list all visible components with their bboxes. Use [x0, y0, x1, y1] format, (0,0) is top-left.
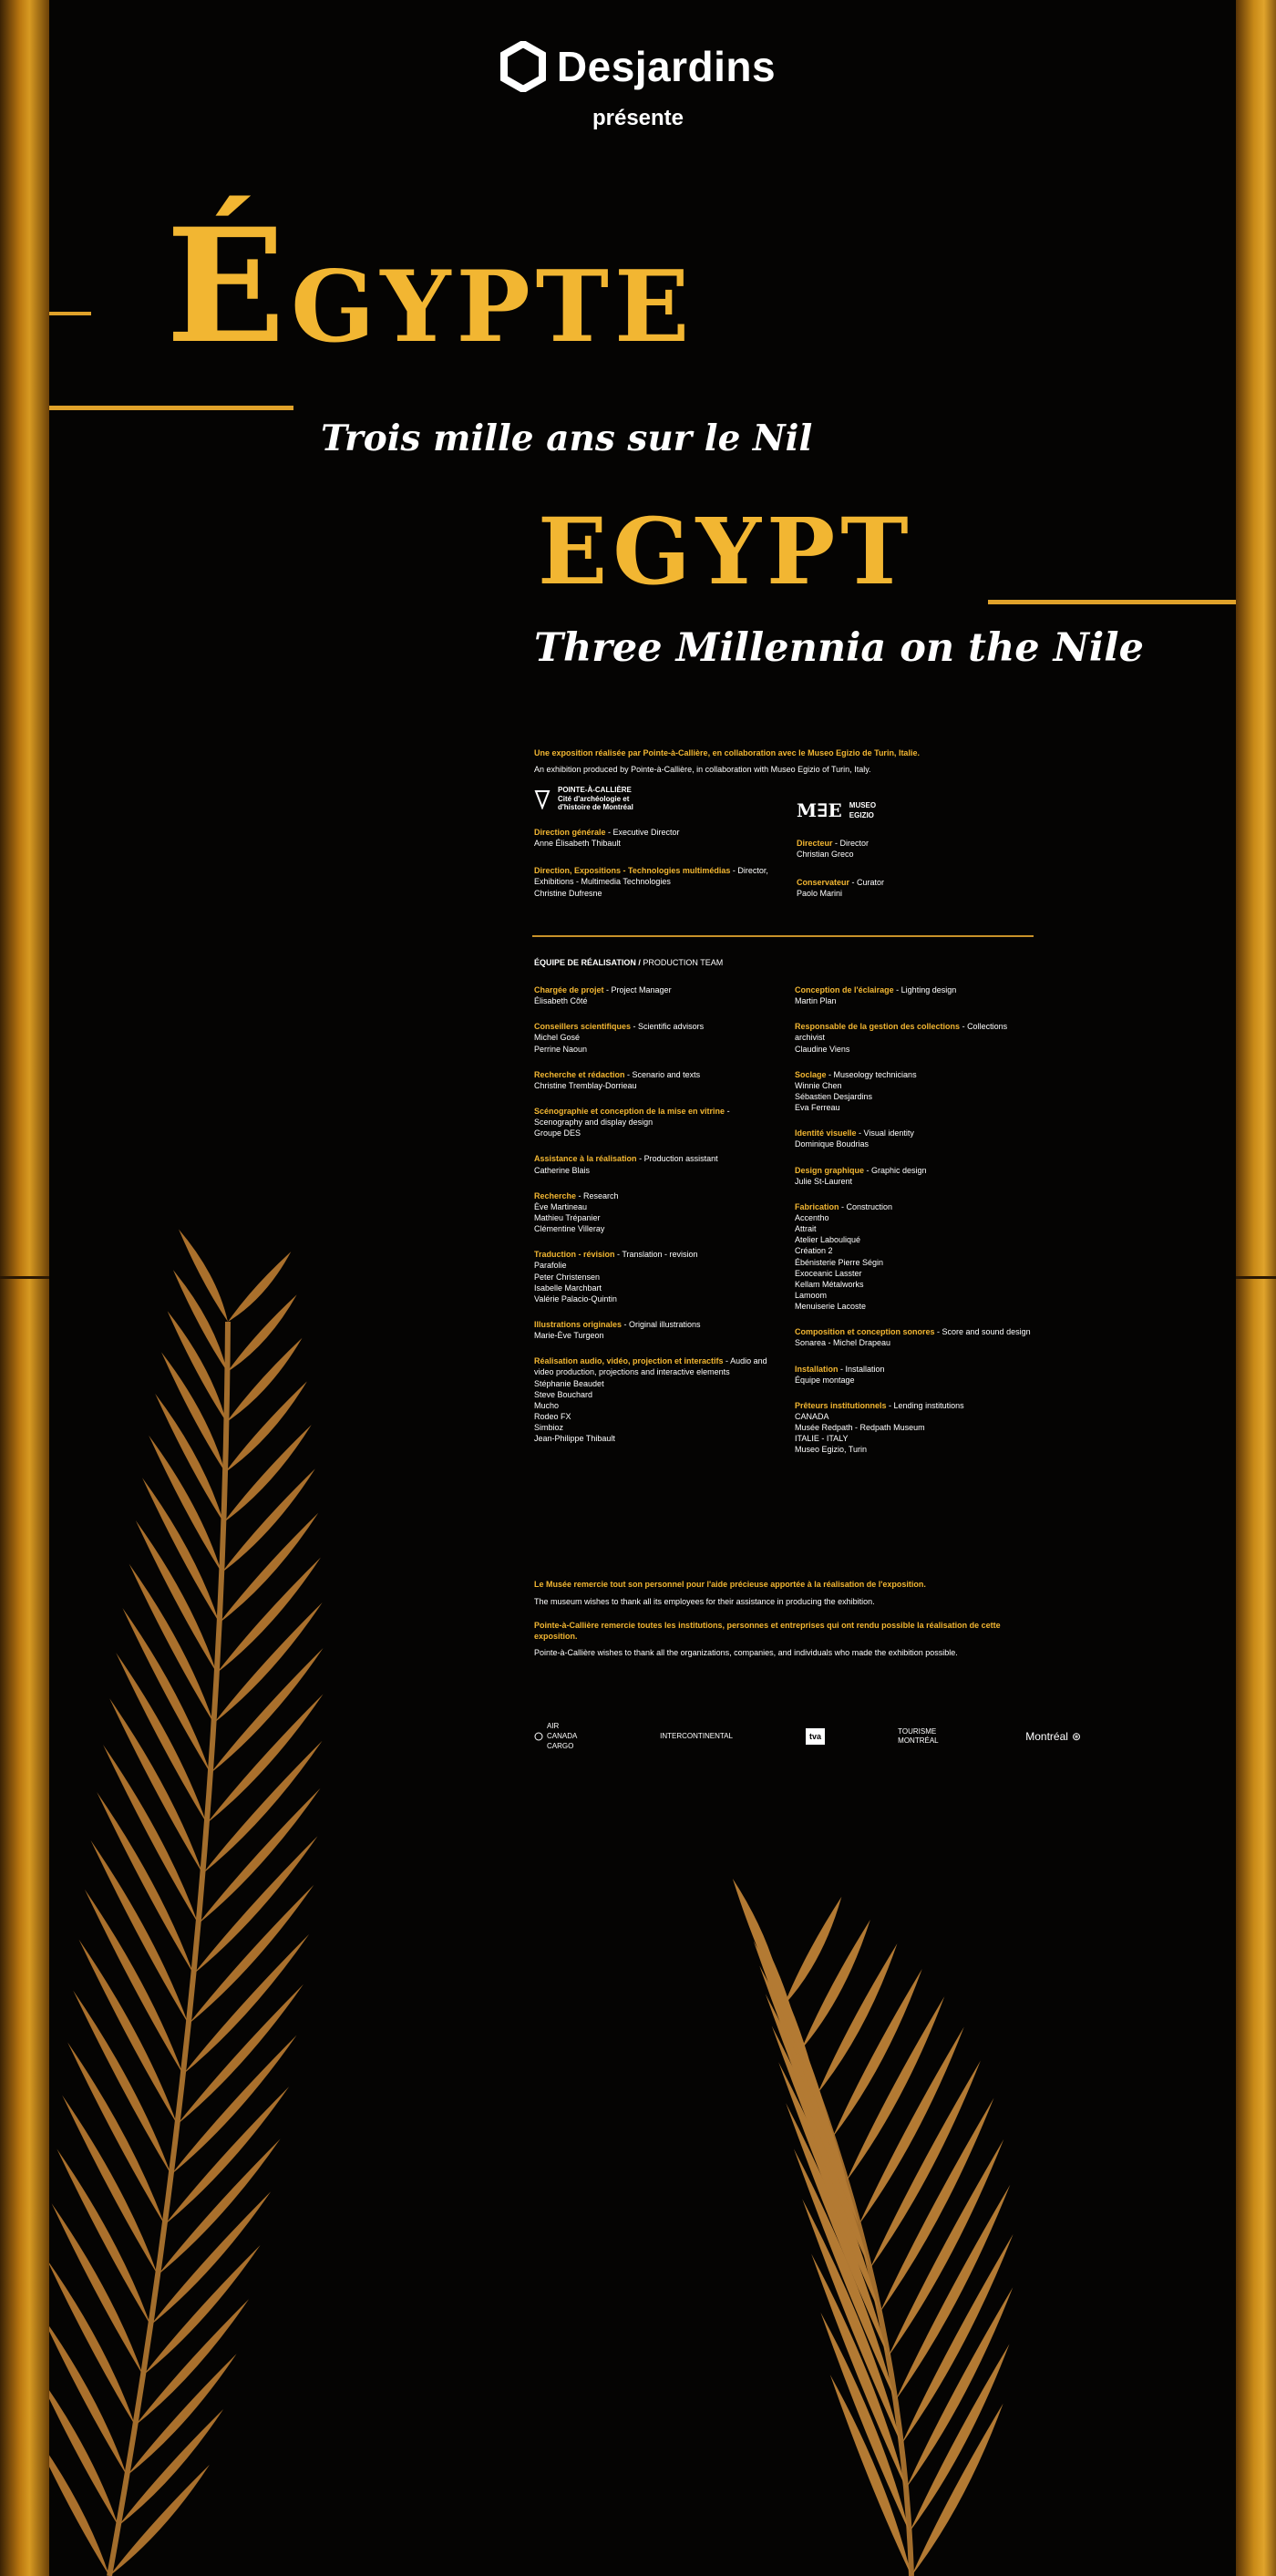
team-role-fr: Conseillers scientifiques — [534, 1022, 632, 1032]
team-member-name: Kellam Métalworks — [795, 1279, 864, 1289]
team-member-name: Jean-Philippe Thibault — [534, 1434, 615, 1444]
team-role-fr: Traduction - révision — [534, 1250, 615, 1260]
palm-leaflet — [778, 2062, 880, 2313]
palm-leaflet — [911, 2404, 1003, 2576]
palm-leaflet — [772, 2025, 870, 2269]
credits-divider — [532, 935, 1034, 937]
team-heading-en: PRODUCTION TEAM — [643, 957, 724, 967]
organizations-row — [534, 786, 1034, 915]
pac-logo-line3: d'histoire de Montréal — [558, 803, 633, 812]
team-role-fr: Installation — [795, 1364, 839, 1374]
palm-leaflet — [226, 1338, 302, 1422]
team-entry: Illustrations originales - Original illustrations Marie-Ève Turgeon — [534, 1319, 773, 1341]
team-role-en: Graphic design — [871, 1165, 927, 1175]
team-entry: Fabrication - Construction Accentho Attrait Atelier Labouliqué Création 2 Ébénisterie Pierre Ségin Exoceanic Lasster Kellam Métalworks Lamoom Menuiserie Lacoste — [795, 1201, 1034, 1312]
pointe-a-calliere-logo — [534, 786, 771, 812]
presents-label: présente — [592, 106, 684, 130]
team-role-en: Project Manager — [611, 984, 672, 994]
team-heading-fr: ÉQUIPE DE RÉALISATION — [534, 957, 636, 967]
intro-french: Une exposition réalisée par Pointe-à-Callière, en collaboration avec le Museo Egizio de Turin, Italie. — [534, 748, 920, 757]
team-member-name: Attrait — [795, 1224, 817, 1234]
maple-leaf-icon — [534, 1732, 543, 1741]
pac-logo-line2: Cité d'archéologie et — [558, 794, 630, 803]
credit-role-en: Director, Exhibitions - Multimedia Technologies — [534, 866, 768, 887]
team-member-name: Groupe DES — [534, 1128, 581, 1139]
team-entry: Recherche et rédaction - Scenario and texts Christine Tremblay-Dorrieau — [534, 1069, 773, 1091]
team-member-name: Dominique Boudrias — [795, 1139, 870, 1149]
palm-leaflet — [179, 1229, 228, 1322]
team-role-fr: Identité visuelle — [795, 1128, 857, 1139]
credit-name: Christian Greco — [797, 850, 854, 860]
team-role-fr: Scénographie et conception de la mise en vitrine — [534, 1106, 725, 1116]
team-role-fr: Chargée de projet — [534, 984, 604, 994]
partner-tva-name: tva — [806, 1728, 825, 1745]
palm-leaflet — [173, 1270, 227, 1372]
team-role-en: Lending institutions — [893, 1400, 964, 1410]
team-role-en: Score and sound design — [942, 1327, 1031, 1337]
team-member-name: Julie St-Laurent — [795, 1176, 853, 1186]
thanks-museum — [534, 1579, 1034, 1606]
team-role-en: Original illustrations — [629, 1319, 701, 1329]
team-role-en: Construction — [846, 1201, 893, 1211]
team-member-name: Steve Bouchard — [534, 1389, 593, 1399]
team-member-name: Ébénisterie Pierre Ségin — [795, 1257, 884, 1267]
credit-role-fr: Direction, Expositions - Technologies multimédias — [534, 866, 731, 876]
team-member-name: Peter Christensen — [534, 1272, 601, 1282]
thanks-partners — [534, 1620, 1034, 1658]
team-columns — [534, 984, 1034, 1470]
right-palm-frond — [733, 1879, 1014, 2576]
credit-role-en: Director — [839, 839, 870, 849]
team-member-name: Mucho — [534, 1400, 560, 1410]
partner-air-canada — [534, 1722, 587, 1751]
team-role-en: Collections archivist — [795, 1022, 1008, 1043]
team-role-en: Installation — [845, 1364, 885, 1374]
team-member-name: Christine Tremblay-Dorrieau — [534, 1080, 637, 1090]
partner-tourisme-name: TOURISME MONTRÉAL — [898, 1726, 939, 1746]
museo-egizio-mark: M∃E — [797, 799, 842, 822]
sponsor-name: Desjardins — [556, 43, 777, 90]
team-member-name: Michel Gosé — [534, 1033, 581, 1043]
title-french — [166, 193, 695, 378]
hexagon-icon — [500, 41, 546, 92]
team-member-name: Ève Martineau — [534, 1201, 588, 1211]
team-role-en: Audio and video production, projections and interactive elements — [534, 1356, 767, 1377]
palm-leaflet — [895, 2185, 1010, 2401]
team-member-name: Sébastien Desjardins — [795, 1091, 873, 1101]
partner-montreal-name: Montréal — [1025, 1730, 1068, 1744]
team-member-name: Museo Egizio, Turin — [795, 1445, 868, 1455]
team-member-name: Sonarea - Michel Drapeau — [795, 1338, 891, 1348]
team-member-name: Équipe montage — [795, 1375, 855, 1385]
team-member-name: Exoceanic Lasster — [795, 1268, 862, 1278]
team-member-name: Création 2 — [795, 1246, 833, 1256]
team-member-name: ITALIE - ITALY — [795, 1434, 849, 1444]
frame-seam — [1236, 1276, 1276, 1279]
team-entry: Recherche - Research Ève Martineau Mathieu Trépanier Clémentine Villeray — [534, 1190, 773, 1235]
partner-intercontinental-name: INTERCONTINENTAL — [660, 1731, 733, 1740]
team-entry: Composition et conception sonores - Score and sound design Sonarea - Michel Drapeau — [795, 1326, 1034, 1348]
team-role-fr: Prêteurs institutionnels — [795, 1400, 887, 1410]
gold-rule-en — [988, 600, 1236, 604]
palm-leaflet — [906, 2287, 1013, 2488]
team-heading: ÉQUIPE DE RÉALISATION / PRODUCTION TEAM — [534, 957, 724, 967]
partner-air-canada-name: AIR CANADA CARGO — [547, 1722, 577, 1750]
title-french-rest: GYPTE — [291, 250, 695, 365]
sponsor-block — [0, 41, 1276, 131]
title-english: EGYPT — [538, 498, 914, 605]
team-member-name: Martin Plan — [795, 996, 837, 1006]
palm-leaflet — [910, 2344, 1010, 2531]
team-role-en: Scenography and display design — [534, 1118, 653, 1128]
team-member-name: Perrine Naoun — [534, 1044, 588, 1054]
team-role-en: Research — [583, 1190, 619, 1200]
team-entry: Responsable de la gestion des collections - Collections archivist Claudine Viens — [795, 1021, 1034, 1054]
team-member-name: Parafolie — [534, 1261, 567, 1271]
team-member-name: Accentho — [795, 1212, 829, 1222]
team-member-name: Clémentine Villeray — [534, 1224, 605, 1234]
team-member-name: Isabelle Marchbart — [534, 1283, 602, 1293]
palm-leaflet — [225, 1381, 307, 1472]
team-entry: Soclage - Museology technicians Winnie Chen Sébastien Desjardins Eva Ferreau — [795, 1069, 1034, 1114]
thanks-partners-fr: Pointe-à-Callière remercie toutes les institutions, personnes et entreprises qui ont rendu possible la réalisation de cette exposition. — [534, 1620, 1001, 1641]
museo-egizio-logo — [797, 799, 1034, 823]
team-entry: Conception de l'éclairage - Lighting design Martin Plan — [795, 984, 1034, 1006]
team-role-fr: Recherche et rédaction — [534, 1069, 625, 1079]
team-role-fr: Réalisation audio, vidéo, projection et interactifs — [534, 1356, 724, 1366]
title-french-initial: É — [166, 193, 292, 378]
team-member-name: Winnie Chen — [795, 1080, 842, 1090]
team-entry: Prêteurs institutionnels - Lending institutions CANADA Musée Redpath - Redpath Museum ITALIE - ITALY Museo Egizio, Turin — [795, 1400, 1034, 1456]
frame-seam — [0, 1276, 49, 1279]
team-entry: Conseillers scientifiques - Scientific advisors Michel Gosé Perrine Naoun — [534, 1021, 773, 1054]
team-member-name: Simbioz — [534, 1423, 564, 1433]
team-entry: Design graphique - Graphic design Julie St-Laurent — [795, 1165, 1034, 1187]
team-member-name: Marie-Ève Turgeon — [534, 1331, 604, 1341]
team-role-fr: Conception de l'éclairage — [795, 984, 894, 994]
organization-pac — [534, 786, 771, 915]
team-member-name: Rodeo FX — [534, 1411, 571, 1421]
credit-role-fr: Directeur — [797, 839, 833, 849]
team-role-en: Lighting design — [900, 984, 957, 994]
gold-rule-fr-top — [49, 312, 91, 315]
credit-entry: Directeur - Director Christian Greco — [797, 838, 1034, 860]
team-member-name: Mathieu Trépanier — [534, 1212, 601, 1222]
team-role-fr: Fabrication — [795, 1201, 839, 1211]
thanks-partners-en: Pointe-à-Callière wishes to thank all the organizations, companies, and individuals who made the exhibition possible. — [534, 1648, 958, 1658]
montreal-logo-icon: ⊛ — [1071, 1730, 1081, 1744]
credit-entry: Direction, Expositions - Technologies multimédias - Director, Exhibitions - Multimedia Technologies Christine Dufresne — [534, 865, 771, 898]
subtitle-english: Three Millennia on the Nile — [534, 625, 1144, 671]
team-member-name: Claudine Viens — [795, 1044, 850, 1054]
team-entry: Chargée de projet - Project Manager Élisabeth Côté — [534, 984, 773, 1006]
team-member-name: Stéphanie Beaudet — [534, 1378, 604, 1388]
palm-leaflet — [221, 1468, 315, 1572]
intro-block — [534, 747, 1034, 775]
subtitle-french: Trois mille ans sur le Nil — [321, 417, 813, 459]
palm-leaflet — [880, 2097, 993, 2313]
museo-egizio-text: MUSEO EGIZIO — [849, 800, 877, 819]
right-gold-frame — [1236, 0, 1276, 2576]
credit-name: Christine Dufresne — [534, 888, 602, 898]
partner-tourisme — [898, 1727, 952, 1747]
gold-rule-fr — [49, 406, 293, 410]
team-entry: Assistance à la réalisation - Production assistant Catherine Blais — [534, 1153, 773, 1175]
team-member-name: Musée Redpath - Redpath Museum — [795, 1423, 925, 1433]
pac-emblem-icon — [534, 789, 551, 809]
credit-entry: Direction générale - Executive Director Anne Élisabeth Thibault — [534, 827, 771, 849]
team-member-name: Valérie Palacio-Quintin — [534, 1293, 617, 1303]
organization-museo-egizio — [797, 786, 1034, 915]
palm-leaflet — [818, 1943, 897, 2093]
left-palm-frond — [31, 1229, 323, 2576]
team-role-en: Museology technicians — [833, 1069, 917, 1079]
team-member-name: Atelier Labouliqué — [795, 1235, 861, 1245]
team-entry: Identité visuelle - Visual identity Dominique Boudrias — [795, 1128, 1034, 1149]
team-entry: Traduction - révision - Translation - revision Parafolie Peter Christensen Isabelle Marchbart Valérie Palacio-Quintin — [534, 1249, 773, 1304]
team-member-name: Élisabeth Côté — [534, 996, 588, 1006]
intro-english: An exhibition produced by Pointe-à-Callière, in collaboration with Museo Egizio of Turin, Italy. — [534, 765, 871, 775]
team-entry: Installation - Installation Équipe montage — [795, 1364, 1034, 1386]
team-role-fr: Assistance à la réalisation — [534, 1154, 637, 1164]
team-role-en: Scientific advisors — [638, 1022, 705, 1032]
team-role-fr: Responsable de la gestion des collections — [795, 1022, 961, 1032]
palm-leaflet — [223, 1425, 311, 1522]
credit-role-en: Curator — [857, 877, 885, 887]
team-role-en: Scenario and texts — [632, 1069, 701, 1079]
palm-leaflet — [901, 2234, 1014, 2445]
credit-role-en: Executive Director — [612, 828, 680, 838]
desjardins-logo — [500, 41, 776, 92]
team-member-name: Lamoom — [795, 1290, 828, 1300]
team-column-left — [534, 984, 773, 1470]
credit-role-fr: Direction générale — [534, 828, 606, 838]
team-member-name: Eva Ferreau — [795, 1103, 840, 1113]
partner-montreal — [1025, 1729, 1081, 1744]
team-role-fr: Composition et conception sonores — [795, 1327, 935, 1337]
team-role-fr: Recherche — [534, 1190, 577, 1200]
team-entry: Scénographie et conception de la mise en vitrine - Scenography and display design Groupe DES — [534, 1106, 773, 1139]
left-gold-frame — [0, 0, 49, 2576]
partner-intercontinental — [660, 1732, 733, 1742]
team-role-fr: Design graphique — [795, 1165, 865, 1175]
team-role-fr: Illustrations originales — [534, 1319, 623, 1329]
credit-role-fr: Conservateur — [797, 877, 850, 887]
team-member-name: Menuiserie Lacoste — [795, 1302, 867, 1312]
credit-name: Paolo Marini — [797, 888, 843, 898]
palm-leaflet — [801, 1920, 870, 2049]
team-member-name: Catherine Blais — [534, 1165, 591, 1175]
thanks-museum-en: The museum wishes to thank all its employees for their assistance in producing the exhibition. — [534, 1596, 875, 1606]
credits-panel — [534, 747, 1081, 1752]
team-column-right — [795, 984, 1034, 1470]
palm-leaflet — [168, 1311, 227, 1422]
credit-name: Anne Élisabeth Thibault — [534, 839, 621, 849]
partner-tva — [806, 1728, 825, 1745]
team-entry: Réalisation audio, vidéo, projection et interactifs - Audio and video production, projections and interactive elements Stéphanie Beaudet Steve Bouchard Mucho Rodeo FX Simbioz Jean-Philippe Thibault — [534, 1355, 773, 1444]
team-role-fr: Soclage — [795, 1069, 827, 1079]
team-role-en: Visual identity — [863, 1128, 914, 1139]
palm-leaflet — [889, 2139, 1004, 2356]
team-role-en: Translation - revision — [622, 1250, 698, 1260]
pac-logo-name: POINTE-À-CALLIÈRE — [558, 786, 632, 795]
partner-logos — [534, 1722, 1081, 1751]
team-role-en: Production assistant — [643, 1154, 718, 1164]
thanks-museum-fr: Le Musée remercie tout son personnel pour l'aide précieuse apportée à la réalisation de l'exposition. — [534, 1580, 926, 1590]
team-member-name: CANADA — [795, 1411, 829, 1421]
palm-leaflet — [733, 1879, 784, 2005]
credit-entry: Conservateur - Curator Paolo Marini — [797, 877, 1034, 899]
acknowledgements — [534, 1579, 1034, 1658]
